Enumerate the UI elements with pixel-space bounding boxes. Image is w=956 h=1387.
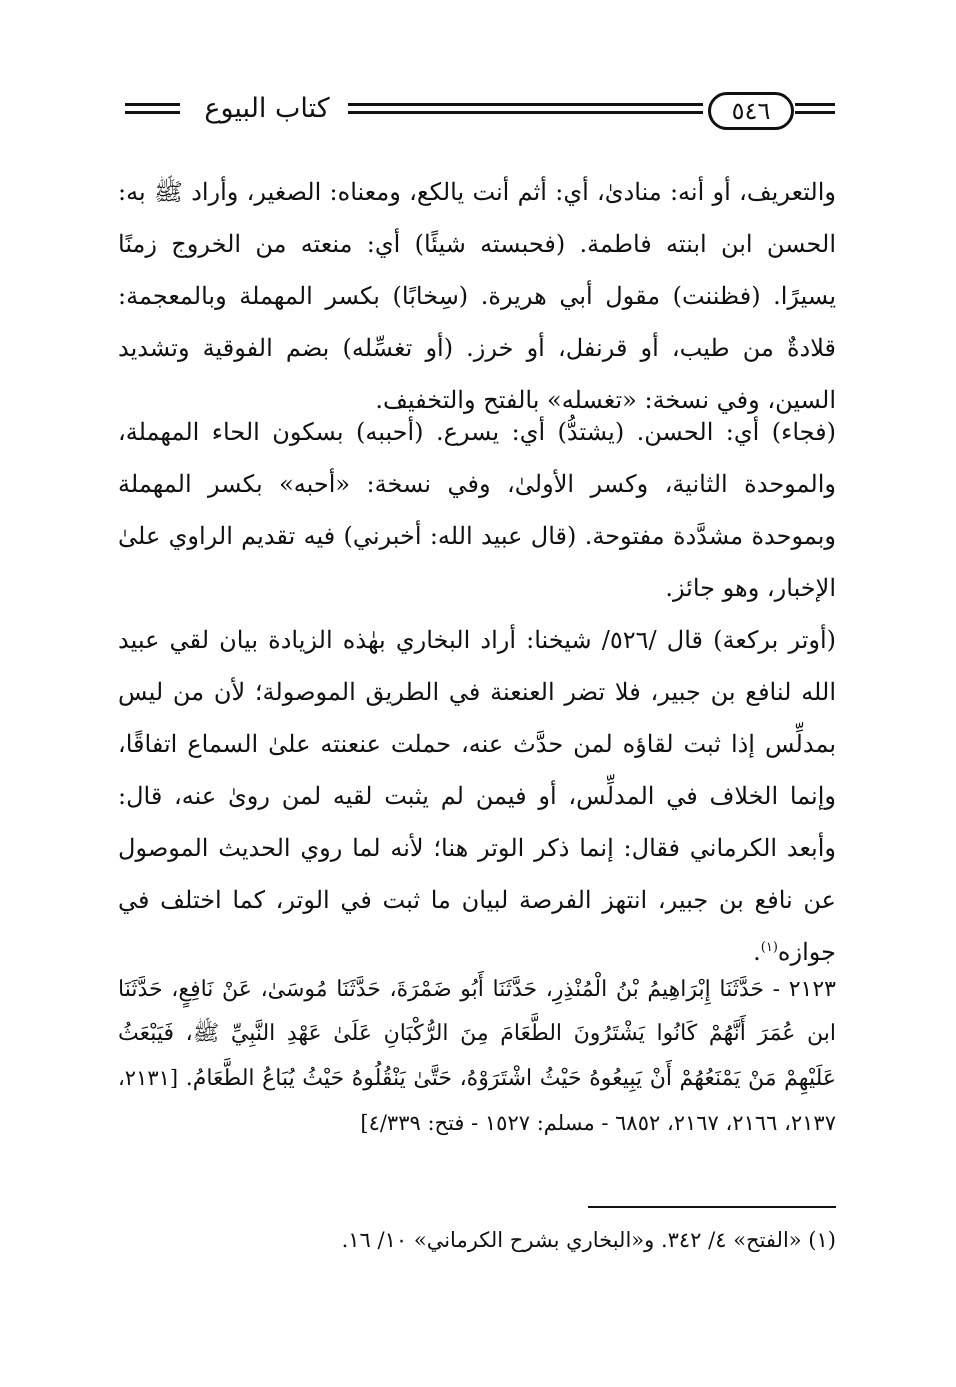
commentary-paragraph: والتعريف، أو أنه: منادىٰ، أي: أثم أنت يالكع، ومعناه: الصغير، وأراد ﷺ به: الحسن ابن ابنته فاطمة. (فحبسته شيئًا) أي: منعته من الخروج زمنًا يسيرًا. (فظننت) مقول أبي هريرة. (سِخابًا) بكسر المهملة وبالمعجمة: قلادةٌ من طيب، أو قرنفل، أو خرز. (أو تغسِّله) بضم الفوقية وتشديد السين، وفي نسخة: «تغسله» بالفتح والتخفيف.: [118, 178, 836, 414]
paragraph-end: .: [753, 938, 761, 966]
footnote-divider: [588, 1206, 836, 1208]
hadith-references: [٢١٣١، ٢١٣٧، ٢١٦٦، ٢١٦٧، ٦٨٥٢ - مسلم: ١٥٢٧ - فتح: ٤/٣٣٩]: [118, 1066, 836, 1135]
paragraph-text: (أوتر بركعة) قال /٥٢٦/ شيخنا: أراد البخاري بهٰذه الزيادة بيان لقي عبيد الله لنافع بن جبير، فلا تضر العنعنة في الطريق الموصولة؛ لأن من ليس بمدلِّس إذا ثبت لقاؤه لمن حدَّث عنه، حملت عنعنته علىٰ السماع اتفاقًا، وإنما الخلاف في المدلِّس، أو فيمن لم يثبت لقيه لمن روىٰ عنه، قال: وأبعد الكرماني فقال: إنما ذكر الوتر هنا؛ لأنه لما روي الحديث الموصول عن نافع بن جبير، انتهز الفرصة لبيان ما ثبت في الوتر، كما اختلف في جوازه: [118, 626, 837, 966]
commentary-paragraph: [118, 614, 836, 978]
hadith-body: ٢١٢٣ - حَدَّثَنَا إِبْرَاهِيمُ بْنُ الْمُنْذِرِ، حَدَّثَنَا أَبُو ضَمْرَةَ، حَدَّثَنَا مُوسَىٰ، عَنْ نَافِعٍ، حَدَّثَنَا ابن عُمَرَ أَنَّهُمْ كَانُوا يَشْتَرُونَ الطَّعَامَ مِنَ الرُّكْبَانِ عَلَىٰ عَهْدِ النَّبِيِّ ﷺ، فَيَبْعَثُ عَلَيْهِمْ مَنْ يَمْنَعُهُمْ أَنْ يَبِيعُوهُ حَيْثُ اشْتَرَوْهُ، حَتَّىٰ يَنْقُلُوهُ حَيْثُ يُبَاعُ الطَّعَامُ.: [118, 977, 836, 1091]
page-header: [120, 92, 835, 132]
hadith-text: [118, 968, 836, 1146]
footnote-marker: (١): [760, 940, 778, 955]
chapter-title: كتاب البيوع: [204, 93, 330, 124]
commentary-paragraph: (فجاء) أي: الحسن. (يشتدُّ) أي: يسرع. (أحببه) بسكون الحاء المهملة، والموحدة الثانية، وكسر الأولىٰ، وفي نسخة: «أحبه» بكسر المهملة وبموحدة مشدَّدة مفتوحة. (قال عبيد الله: أخبرني) فيه تقديم الراوي علىٰ الإخبار، وهو جائز.: [118, 418, 836, 602]
header-rule-middle: [348, 103, 703, 114]
header-rule-right: [795, 103, 835, 114]
footnote: (١) «الفتح» ٤/ ٣٤٢. و«البخاري بشرح الكرماني» ١٠/ ١٦.: [341, 1228, 836, 1252]
page-number: ٥٤٦: [708, 92, 794, 130]
header-rule-left: [125, 103, 180, 114]
